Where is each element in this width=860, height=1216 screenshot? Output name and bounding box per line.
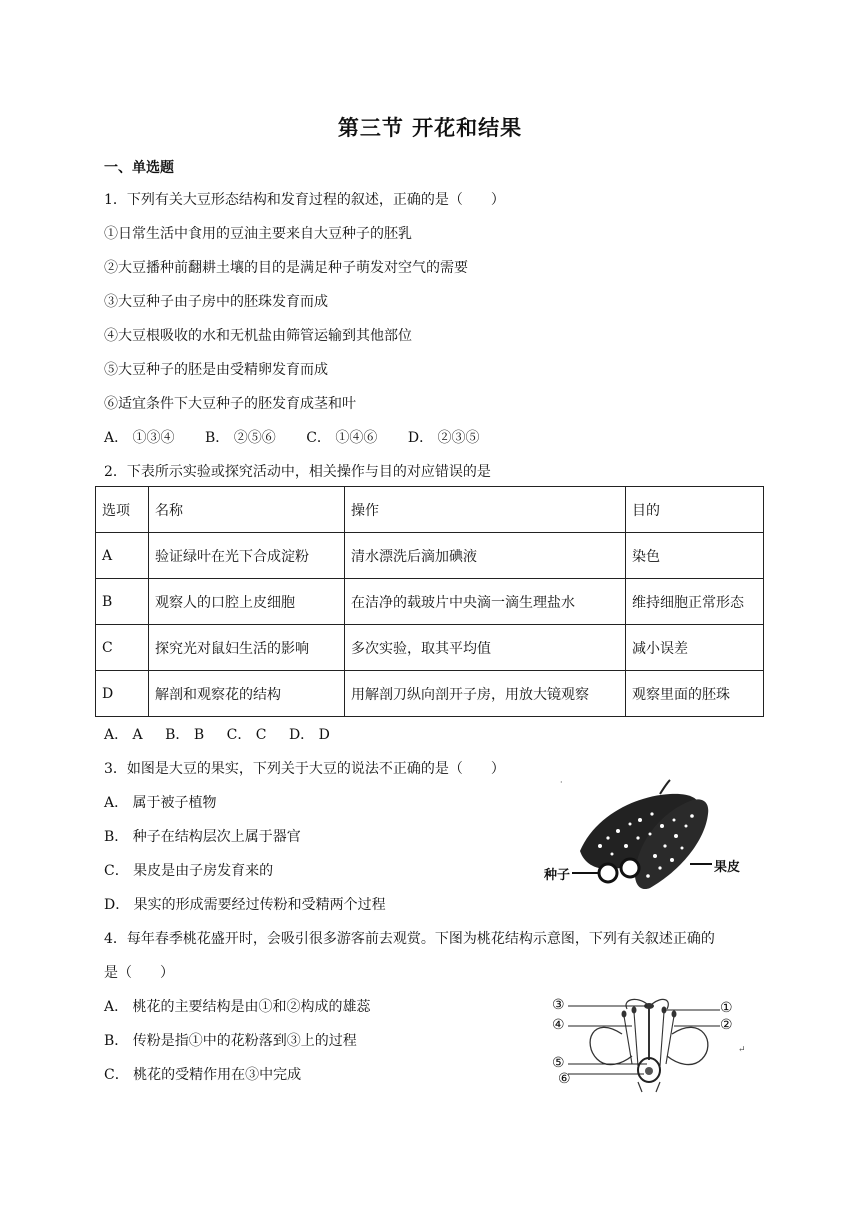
table-cell: C (96, 625, 149, 671)
q4-stem-line-2: 是（ ） (104, 965, 174, 981)
table-cell: 减小误差 (626, 625, 764, 671)
section-heading: 一、单选题 (104, 160, 174, 176)
table-cell: 清水漂洗后滴加碘液 (345, 533, 626, 579)
table-cell: D (96, 671, 149, 717)
q3-stem: 3．如图是大豆的果实，下列关于大豆的说法不正确的是（ ） (104, 761, 505, 777)
svg-text:↵: ↵ (738, 1045, 746, 1055)
q3-option-c: C． 果皮是由子房发育来的 (104, 863, 274, 879)
q2-option-a: A． A (104, 727, 143, 743)
q1-option-b: B． ②⑤⑥ (205, 430, 276, 446)
q2-stem: 2．下表所示实验或探究活动中，相关操作与目的对应错误的是 (104, 464, 491, 480)
q2-option-b: B． B (165, 727, 205, 743)
q1-statement-2: ②大豆播种前翻耕土壤的目的是满足种子萌发对空气的需要 (104, 260, 468, 276)
table-header-cell: 目的 (626, 487, 764, 533)
flower-label-3: ③ (552, 997, 565, 1013)
q4-option-c: C． 桃花的受精作用在③中完成 (104, 1067, 302, 1083)
peach-flower-figure (552, 994, 752, 1094)
q4-stem-line-1: 4．每年春季桃花盛开时，会吸引很多游客前去观赏。下图为桃花结构示意图，下列有关叙述正确的 (104, 931, 715, 947)
table-cell: 观察里面的胚珠 (626, 671, 764, 717)
table-cell: 多次实验，取其平均值 (345, 625, 626, 671)
seed-label: 种子 (544, 868, 571, 883)
q1-statement-5: ⑤大豆种子的胚是由受精卵发育而成 (104, 362, 328, 378)
table-row (96, 579, 764, 625)
table-cell: B (96, 579, 149, 625)
q1-statement-4: ④大豆根吸收的水和无机盐由筛管运输到其他部位 (104, 328, 412, 344)
q1-statement-3: ③大豆种子由子房中的胚珠发育而成 (104, 294, 328, 310)
table-header-cell: 名称 (149, 487, 345, 533)
experiment-table (95, 486, 764, 717)
table-row (96, 671, 764, 717)
q4-option-a: A． 桃花的主要结构是由①和②构成的雄蕊 (104, 999, 371, 1015)
flower-label-5: ⑤ (552, 1055, 565, 1071)
table-cell: A (96, 533, 149, 579)
q1-option-d: D． ②③⑤ (407, 430, 480, 446)
soybean-pod-figure (540, 776, 770, 906)
svg-text:·: · (560, 778, 563, 787)
table-row (96, 533, 764, 579)
table-header-row (96, 487, 764, 533)
table-cell: 验证绿叶在光下合成淀粉 (149, 533, 345, 579)
table-header-cell: 选项 (96, 487, 149, 533)
q1-options (104, 427, 506, 447)
table-row (96, 625, 764, 671)
page-title: 第三节 开花和结果 (337, 116, 523, 140)
flower-label-6: ⑥ (558, 1071, 571, 1087)
q3-option-b: B． 种子在结构层次上属于器官 (104, 829, 301, 845)
table-cell: 在洁净的载玻片中央滴一滴生理盐水 (345, 579, 626, 625)
q1-option-a: A． ①③④ (104, 430, 175, 446)
table-cell: 解剖和观察花的结构 (149, 671, 345, 717)
q1-statement-1: ①日常生活中食用的豆油主要来自大豆种子的胚乳 (104, 226, 412, 242)
q1-option-c: C． ①④⑥ (306, 430, 378, 446)
soybean-pod-illustration (540, 776, 770, 906)
q1-statement-6: ⑥适宜条件下大豆种子的胚发育成茎和叶 (104, 396, 356, 412)
q2-options (104, 724, 348, 744)
flower-label-4: ④ (552, 1017, 565, 1033)
flower-label-1: ① (720, 1000, 733, 1016)
q1-stem: 1．下列有关大豆形态结构和发育过程的叙述，正确的是（ ） (104, 192, 505, 208)
table-cell: 染色 (626, 533, 764, 579)
q3-option-a: A． 属于被子植物 (104, 795, 217, 811)
flower-label-2: ② (720, 1017, 733, 1033)
q2-option-d: D． D (288, 727, 330, 743)
table-cell: 维持细胞正常形态 (626, 579, 764, 625)
table-cell: 用解剖刀纵向剖开子房，用放大镜观察 (345, 671, 626, 717)
pericarp-label: 果皮 (714, 860, 741, 875)
table-header-cell: 操作 (345, 487, 626, 533)
q4-option-b: B． 传粉是指①中的花粉落到③上的过程 (104, 1033, 357, 1049)
q2-option-c: C． C (226, 727, 267, 743)
table-cell: 探究光对鼠妇生活的影响 (149, 625, 345, 671)
table-cell: 观察人的口腔上皮细胞 (149, 579, 345, 625)
q3-option-d: D． 果实的形成需要经过传粉和受精两个过程 (104, 897, 386, 913)
